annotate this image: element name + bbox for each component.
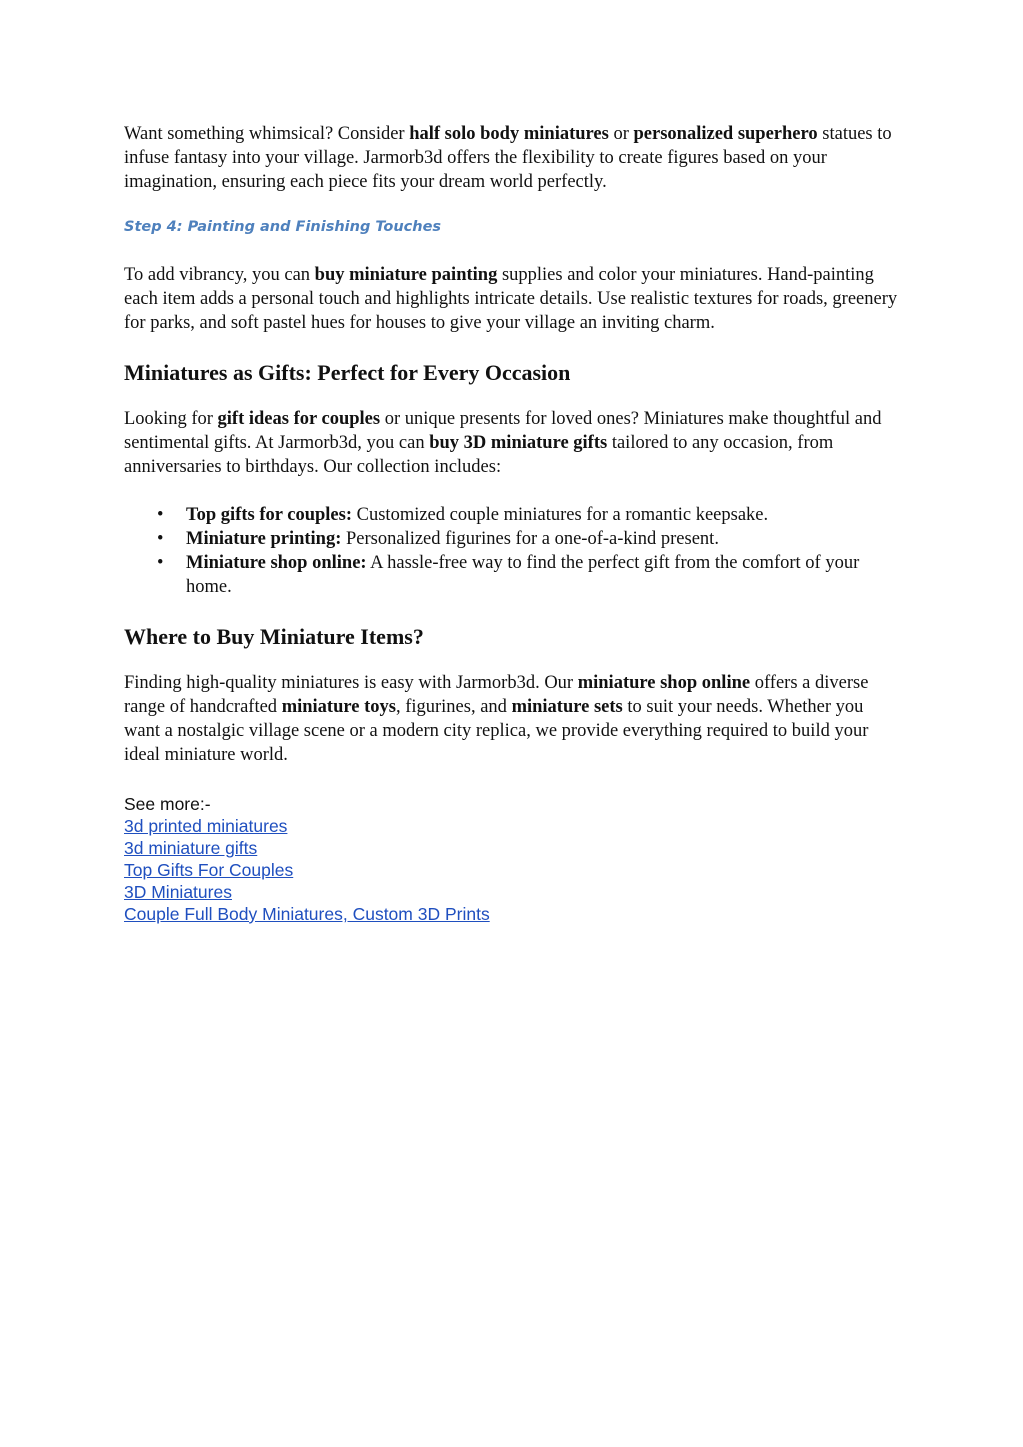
where-to-buy-heading: Where to Buy Miniature Items? xyxy=(124,624,424,649)
link-couple-full-body-miniatures[interactable]: Couple Full Body Miniatures, Custom 3D Prints xyxy=(124,904,490,924)
gifts-paragraph: Looking for gift ideas for couples or unique presents for loved ones? Miniatures make thoughtful and sentimental gifts. At Jarmorb3d, you can buy 3D miniature gifts tailored to any occasion, from anniversaries to birthdays. Our collection includes: xyxy=(124,409,882,477)
see-more-links xyxy=(124,815,900,925)
where-to-buy-paragraph: Finding high-quality miniatures is easy with Jarmorb3d. Our miniature shop online offers a diverse range of handcrafted miniature toys, figurines, and miniature sets to suit your needs. Whether you want a nostalgic village scene or a modern city replica, we provide everything required to build your ideal miniature world. xyxy=(124,673,869,765)
link-3d-printed-miniatures[interactable]: 3d printed miniatures xyxy=(124,816,288,836)
bold-phrase: gift ideas for couples xyxy=(217,409,381,429)
document-page xyxy=(124,122,900,925)
bold-phrase: buy miniature painting xyxy=(314,265,498,285)
bold-phrase: miniature sets xyxy=(511,697,623,717)
bold-phrase: buy 3D miniature gifts xyxy=(429,433,608,453)
gifts-heading: Miniatures as Gifts: Perfect for Every Occasion xyxy=(124,360,571,385)
list-item: • Miniature printing: Personalized figurines for a one-of-a-kind present. xyxy=(157,529,719,549)
whimsical-paragraph: Want something whimsical? Consider half solo body miniatures or personalized superhero statues to infuse fantasy into your village. Jarmorb3d offers the flexibility to create figures based on your imagination, ensuring each piece fits your dream world perfectly. xyxy=(124,124,892,192)
bullet-icon: • xyxy=(157,505,164,525)
gifts-list xyxy=(124,503,900,599)
step-4-heading: Step 4: Painting and Finishing Touches xyxy=(124,219,442,235)
bold-phrase: miniature toys xyxy=(281,697,396,717)
bold-phrase: half solo body miniatures xyxy=(409,124,609,144)
bullet-icon: • xyxy=(157,553,164,573)
link-3d-miniature-gifts[interactable]: 3d miniature gifts xyxy=(124,838,258,858)
list-item: • Miniature shop online: A hassle-free way to find the perfect gift from the comfort of your home. xyxy=(157,553,860,597)
link-top-gifts-for-couples[interactable]: Top Gifts For Couples xyxy=(124,860,294,880)
list-item: • Top gifts for couples: Customized couple miniatures for a romantic keepsake. xyxy=(157,505,769,525)
link-3d-miniatures[interactable]: 3D Miniatures xyxy=(124,882,232,902)
bold-phrase: personalized superhero xyxy=(633,124,818,144)
painting-paragraph: To add vibrancy, you can buy miniature painting supplies and color your miniatures. Hand-painting each item adds a personal touch and highlights intricate details. Use realistic textures for roads, greenery for parks, and soft pastel hues for houses to give your village an inviting charm. xyxy=(124,265,898,333)
bold-phrase: miniature shop online xyxy=(577,673,751,693)
see-more-label: See more:- xyxy=(124,794,211,814)
bullet-icon: • xyxy=(157,529,164,549)
